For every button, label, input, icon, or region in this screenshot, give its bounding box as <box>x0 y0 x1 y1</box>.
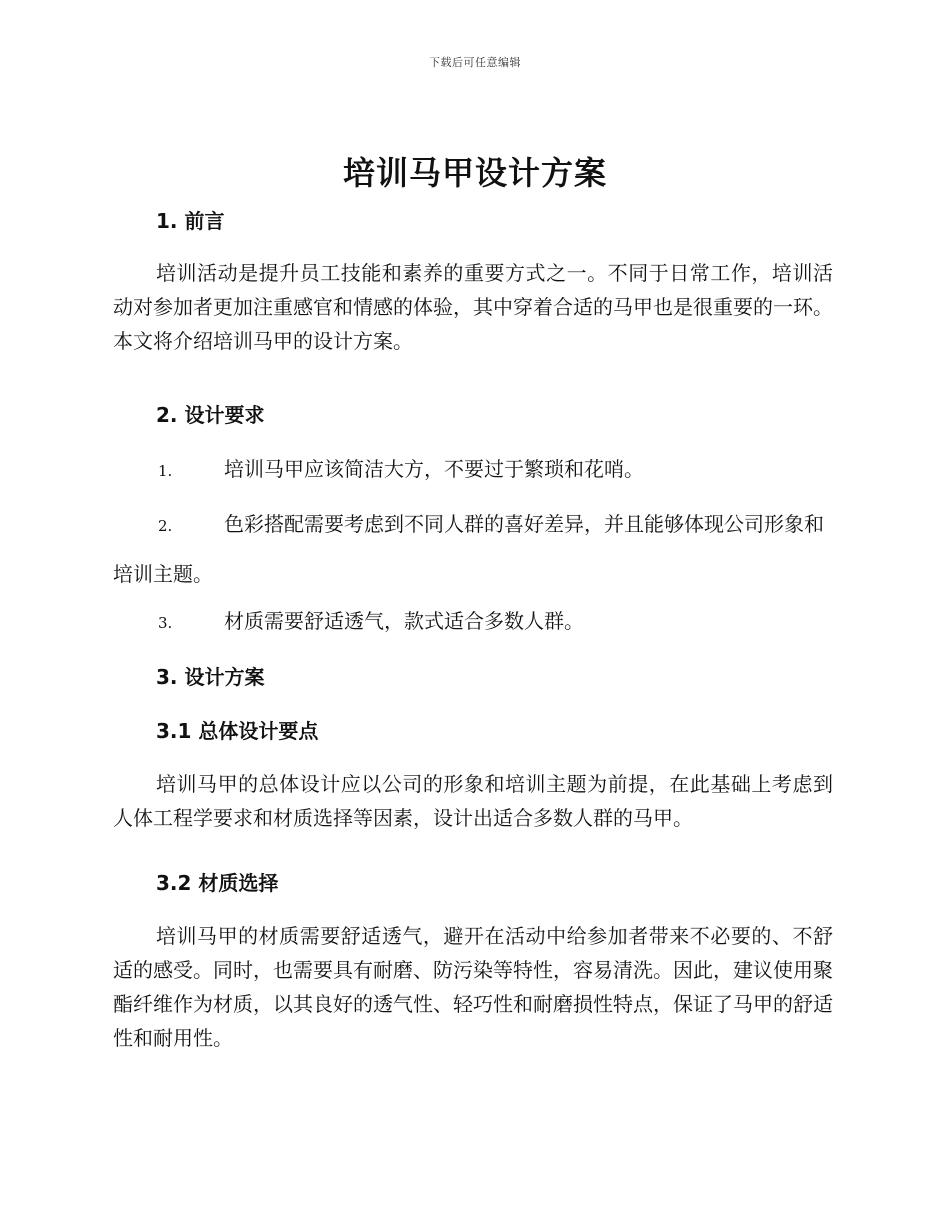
requirement-item-3 <box>113 597 833 647</box>
list-text: 色彩搭配需要考虑到不同人群的喜好差异，并且能够体现公司形象和培训主题。 <box>113 512 824 586</box>
section-heading-design-plan: 3. 设计方案 <box>156 665 265 689</box>
document-title: 培训马甲设计方案 <box>342 154 607 192</box>
list-text: 培训马甲应该简洁大方，不要过于繁琐和花哨。 <box>224 457 644 481</box>
section-heading-preface: 1. 前言 <box>156 209 225 233</box>
subsection-heading-overall: 3.1 总体设计要点 <box>156 719 319 743</box>
list-number: 3. <box>158 614 173 632</box>
section-heading-requirements: 2. 设计要求 <box>156 403 265 427</box>
list-number: 2. <box>158 517 173 535</box>
subsection-heading-material: 3.2 材质选择 <box>156 871 279 895</box>
overall-design-paragraph: 培训马甲的总体设计应以公司的形象和培训主题为前提，在此基础上考虑到人体工程学要求和材质选择等因素，设计出适合多数人群的马甲。 <box>113 772 833 830</box>
material-paragraph: 培训马甲的材质需要舒适透气，避开在活动中给参加者带来不必要的、不舒适的感受。同时，也需要具有耐磨、防污染等特性，容易清洗。因此，建议使用聚酯纤维作为材质，以其良好的透气性、轻巧性和耐磨损性特点，保证了马甲的舒适性和耐用性。 <box>113 924 833 1050</box>
requirement-item-2 <box>113 500 833 598</box>
list-text: 材质需要舒适透气，款式适合多数人群。 <box>224 609 584 633</box>
requirement-item-1 <box>113 445 833 495</box>
preface-paragraph: 培训活动是提升员工技能和素养的重要方式之一。不同于日常工作，培训活动对参加者更加注重感官和情感的体验，其中穿着合适的马甲也是很重要的一环。本文将介绍培训马甲的设计方案。 <box>113 261 833 353</box>
list-number: 1. <box>158 462 173 480</box>
header-note: 下载后可任意编辑 <box>429 56 521 69</box>
